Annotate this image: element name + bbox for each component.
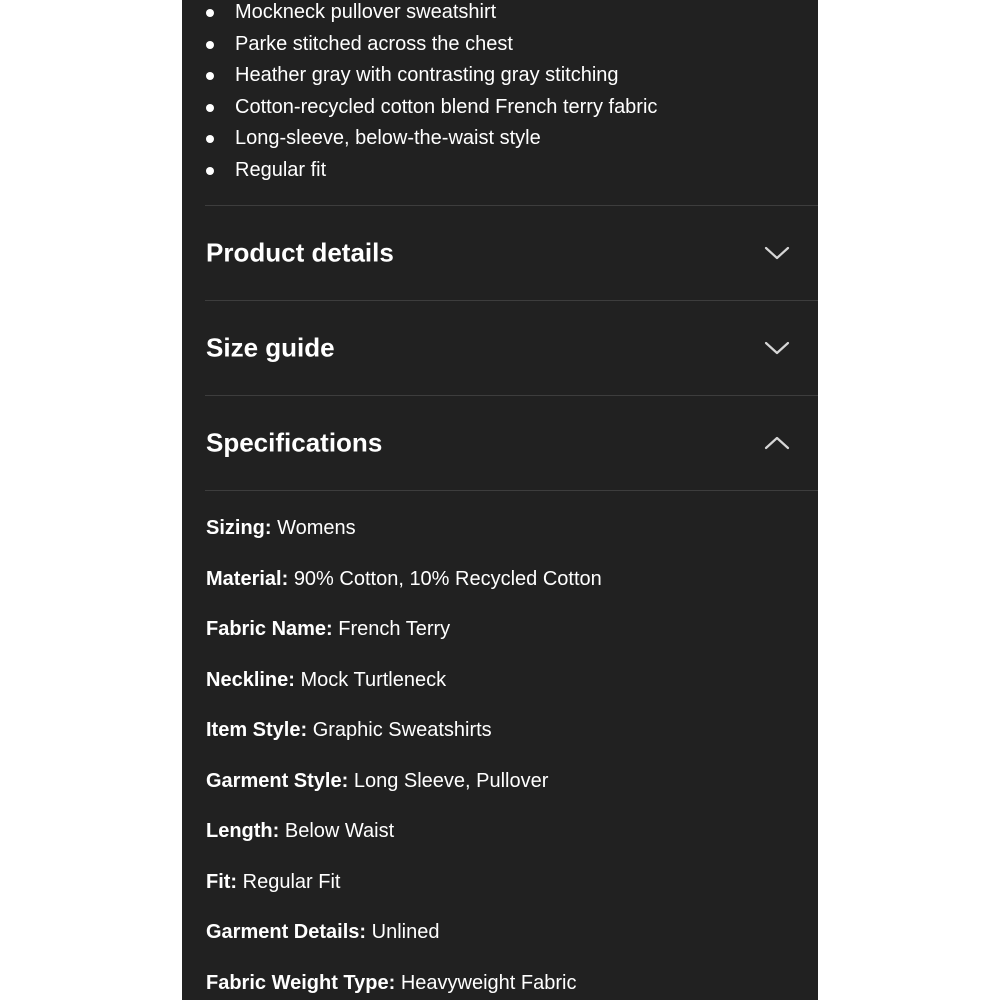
accordion-title: Specifications <box>206 427 383 458</box>
accordion-title: Product details <box>206 237 394 268</box>
spec-label: Garment Details: <box>206 921 367 943</box>
chevron-down-icon[interactable] <box>764 245 790 261</box>
bullet-icon <box>206 41 214 49</box>
chevron-down-icon[interactable] <box>764 340 790 356</box>
spec-label: Neckline: <box>206 668 295 691</box>
specifications-list <box>206 503 806 1000</box>
feature-text: Mockneck pullover sweatshirt <box>235 1 497 23</box>
bullet-icon <box>206 167 214 175</box>
bullet-icon <box>206 135 214 143</box>
feature-item <box>182 123 818 155</box>
feature-text: Long-sleeve, below-the-waist style <box>235 127 541 149</box>
feature-item <box>182 29 818 61</box>
spec-label: Fit: <box>206 870 238 893</box>
spec-value: Below Waist <box>284 820 395 842</box>
spec-label: Garment Style: <box>206 769 349 792</box>
spec-row-fabric-name <box>206 604 806 655</box>
feature-text: Regular fit <box>235 158 327 181</box>
bullet-icon <box>206 104 214 112</box>
spec-label: Sizing: <box>206 517 272 539</box>
divider <box>205 490 818 491</box>
spec-row-neckline <box>206 655 806 706</box>
spec-value: 90% Cotton, 10% Recycled Cotton <box>293 567 602 590</box>
feature-item <box>182 0 818 29</box>
spec-row-garment-style <box>206 756 806 807</box>
accordion-specifications[interactable] <box>205 396 818 490</box>
bullet-icon <box>206 72 214 80</box>
spec-row-fabric-weight-type <box>206 958 806 1000</box>
spec-value: Heavyweight Fabric <box>400 971 577 994</box>
feature-item <box>182 92 818 124</box>
spec-label: Item Style: <box>206 719 308 741</box>
spec-row-fit <box>206 857 806 908</box>
spec-row-garment-details <box>206 907 806 958</box>
feature-text: Parke stitched across the chest <box>235 32 513 55</box>
product-detail-panel <box>182 0 818 1000</box>
chevron-up-icon[interactable] <box>764 435 790 451</box>
spec-row-item-style <box>206 705 806 756</box>
spec-value: Long Sleeve, Pullover <box>353 769 549 792</box>
spec-label: Material: <box>206 567 289 590</box>
spec-value: French Terry <box>338 618 451 640</box>
spec-label: Fabric Name: <box>206 618 333 640</box>
bullet-icon <box>206 9 214 17</box>
spec-row-material <box>206 554 806 605</box>
spec-row-sizing <box>206 503 806 554</box>
feature-list <box>182 0 818 186</box>
spec-label: Fabric Weight Type: <box>206 971 396 994</box>
accordion-size-guide[interactable] <box>205 301 818 395</box>
feature-item <box>182 155 818 187</box>
feature-item <box>182 60 818 92</box>
spec-value: Mock Turtleneck <box>300 668 447 691</box>
spec-value: Regular Fit <box>242 870 341 893</box>
accordion-product-details[interactable] <box>205 206 818 300</box>
spec-value: Graphic Sweatshirts <box>312 719 492 741</box>
spec-row-length <box>206 806 806 857</box>
spec-value: Womens <box>277 517 356 539</box>
spec-label: Length: <box>206 820 280 842</box>
spec-value: Unlined <box>371 921 440 943</box>
feature-text: Heather gray with contrasting gray stitching <box>235 64 619 86</box>
feature-text: Cotton-recycled cotton blend French terry fabric <box>235 95 658 118</box>
accordion-title: Size guide <box>206 332 335 363</box>
